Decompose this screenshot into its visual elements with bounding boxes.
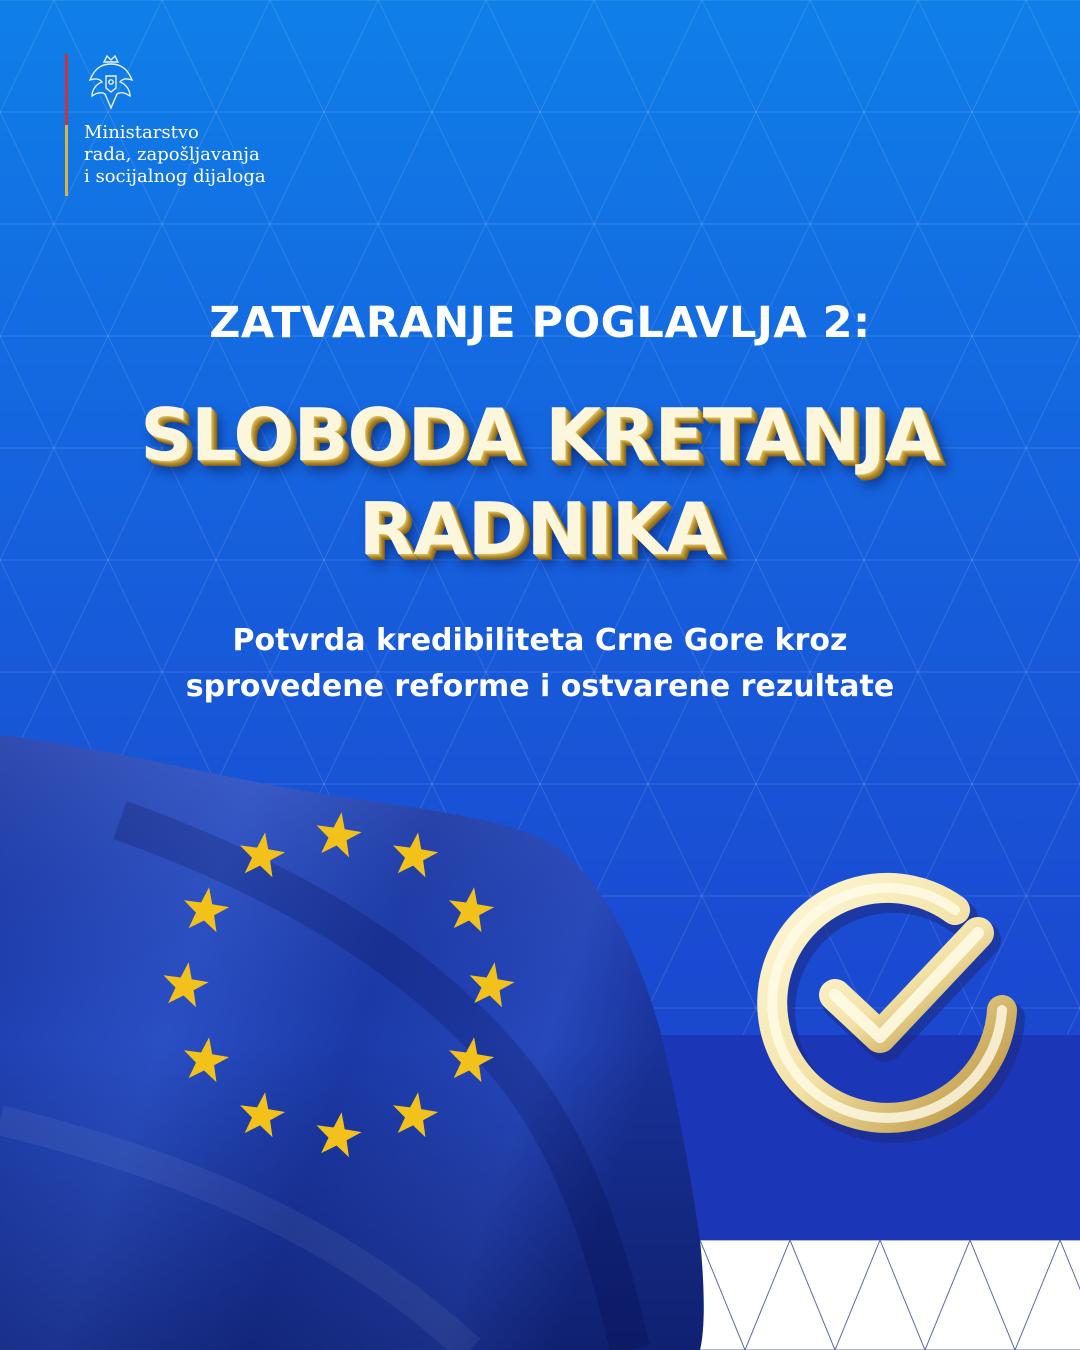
headline-line-1: SLOBODA KRETANJA xyxy=(140,393,940,477)
headline-line-2: RADNIKA xyxy=(358,487,722,571)
subtitle-line-2: sprovedene reforme i ostvarene rezultate xyxy=(185,669,895,704)
headline-title xyxy=(0,388,1080,576)
ministry-logo xyxy=(62,52,322,202)
ministry-name-line-3: i socijalnog dijaloga xyxy=(84,166,266,187)
subtitle xyxy=(0,618,1080,710)
ministry-name-line-2: rada, zapošljavanja xyxy=(84,144,260,165)
logo-accent-bar xyxy=(65,54,68,196)
chapter-kicker: ZATVARANJE POGLAVLJA 2: xyxy=(209,298,871,348)
ministry-name xyxy=(84,122,266,188)
subtitle-line-1: Potvrda kredibiliteta Crne Gore kroz xyxy=(232,623,848,658)
ministry-name-line-1: Ministarstvo xyxy=(84,122,199,143)
coat-of-arms-icon xyxy=(82,52,140,114)
check-circle-icon xyxy=(740,845,1040,1145)
eu-flag xyxy=(0,700,740,1350)
